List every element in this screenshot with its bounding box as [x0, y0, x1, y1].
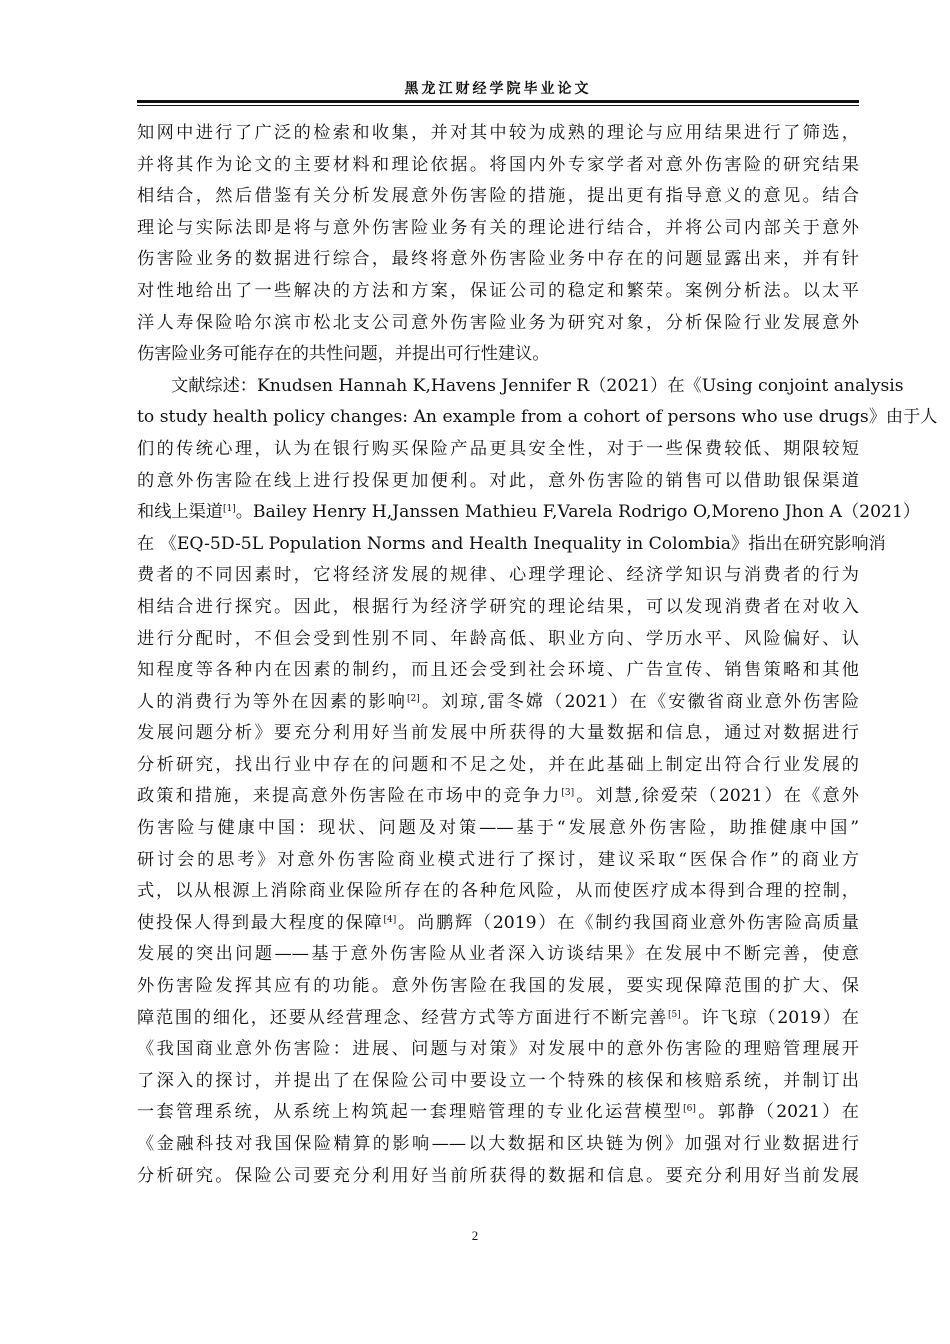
text-line: 人的消费行为等外在因素的影响[2]。刘琼,雷冬嫦（2021）在《安徽省商业意外伤害险	[137, 691, 859, 712]
text-line: 《我国商业意外伤害险：进展、问题与对策》对发展中的意外伤害险的理赔管理展开	[137, 1039, 859, 1060]
text-line: 理论与实际法即是将与意外伤害险业务有关的理论进行结合，并将公司内部关于意外	[137, 217, 859, 238]
citation-ref: [2]	[407, 693, 420, 704]
text-line: 费者的不同因素时，它将经济发展的规律、心理学理论、经济学知识与消费者的行为	[137, 565, 859, 586]
text-line: 的意外伤害险在线上进行投保更加便利。对此，意外伤害险的销售可以借助银保渠道	[137, 470, 859, 491]
text-line: 分析研究，找出行业中存在的问题和不足之处，并在此基础上制定出符合行业发展的	[137, 754, 859, 775]
page-number: 2	[471, 1228, 479, 1243]
text-line: 伤害险业务可能存在的共性问题，并提出可行性建议。	[137, 344, 550, 365]
text-line: 知网中进行了广泛的检索和收集，并对其中较为成熟的理论与应用结果进行了筛选，	[137, 123, 859, 143]
citation-ref: [4]	[383, 914, 397, 925]
text-line: 政策和措施，来提高意外伤害险在市场中的竞争力[3]。刘慧,徐爱荣（2021）在《意外	[137, 786, 859, 807]
citation-ref: [6]	[683, 1104, 696, 1115]
text-line: 发展问题分析》要充分利用好当前发展中所获得的大量数据和信息，通过对数据进行	[137, 723, 859, 744]
header-rule-thin	[137, 105, 859, 106]
citation-ref: [3]	[561, 788, 575, 799]
text-line: 发展的突出问题——基于意外伤害险从业者深入访谈结果》在发展中不断完善，使意	[137, 944, 859, 965]
text-line: 一套管理系统，从系统上构筑起一套理赔管理的专业化运营模型[6]。郭静（2021）在	[137, 1102, 859, 1123]
paragraph-literature-review	[137, 371, 938, 1192]
text-line: 进行分配时，不但会受到性别不同、年龄高低、职业方向、学历水平、风险偏好、认	[137, 628, 859, 649]
text-line: 文献综述：Knudsen Hannah K,Havens Jennifer R（2021）在《Using conjoint analysis	[171, 375, 904, 396]
text-line: 知程度等各种内在因素的制约，而且还会受到社会环境、广告宣传、销售策略和其他	[137, 660, 859, 681]
text-line: 洋人寿保险哈尔滨市松北支公司意外伤害险业务为研究对象，分析保险行业发展意外	[137, 312, 859, 333]
text-line: 使投保人得到最大程度的保障[4]。尚鹏辉（2019）在《制约我国商业意外伤害险高质量	[137, 912, 859, 933]
text-line: 并将其作为论文的主要材料和理论依据。将国内外专家学者对意外伤害险的研究结果	[137, 154, 859, 175]
text-line: 《金融科技对我国保险精算的影响——以大数据和区块链为例》加强对行业数据进行	[137, 1134, 859, 1154]
text-line: 外伤害险发挥其应有的功能。意外伤害险在我国的发展，要实现保障范围的扩大、保	[137, 976, 859, 997]
text-line: 研讨会的思考》对意外伤害险商业模式进行了探讨，建议采取“医保合作”的商业方	[137, 849, 859, 870]
text-line: 在 《EQ-5D-5L Population Norms and Health Inequality in Colombia》指出在研究影响消	[137, 533, 886, 554]
text-line: 分析研究。保险公司要充分利用好当前所获得的数据和信息。要充分利用好当前发展	[137, 1165, 859, 1186]
text-line: 式，以从根源上消除商业保险所存在的各种危风险，从而使医疗成本得到合理的控制，	[137, 881, 859, 902]
citation-ref: [1]	[222, 504, 236, 515]
text-line: 和线上渠道[1]。Bailey Henry H,Janssen Mathieu F,Varela Rodrigo O,Moreno Jhon A（2021）	[137, 502, 921, 523]
text-line: to study health policy changes: An example from a cohort of persons who use drugs》由于人	[137, 407, 938, 428]
text-line: 对性地给出了一些解决的方法和方案，保证公司的稳定和繁荣。案例分析法。以太平	[137, 280, 859, 301]
text-line: 们的传统心理，认为在银行购买保险产品更具安全性，对于一些保费较低、期限较短	[137, 438, 859, 459]
paragraph-methods	[137, 118, 859, 371]
text-line: 伤害险业务的数据进行综合，最终将意外伤害险业务中存在的问题显露出来，并有针	[137, 249, 859, 270]
text-line: 相结合进行探究。因此，根据行为经济学研究的理论结果，可以发现消费者在对收入	[137, 596, 859, 617]
citation-ref: [5]	[667, 1009, 681, 1020]
running-header: 黑龙江财经学院毕业论文	[404, 81, 592, 97]
text-line: 伤害险与健康中国：现状、问题及对策——基于“发展意外伤害险，助推健康中国”	[137, 818, 859, 839]
text-line: 障范围的细化，还要从经营理念、经营方式等方面进行不断完善[5]。许飞琼（2019）在	[137, 1007, 859, 1028]
header-rule-thick	[137, 100, 859, 103]
text-line: 了深入的探讨，并提出了在保险公司中要设立一个特殊的核保和核赔系统，并制订出	[137, 1070, 859, 1091]
body-text	[137, 118, 938, 1192]
text-line: 相结合，然后借鉴有关分析发展意外伤害险的措施，提出更有指导意义的意见。结合	[137, 186, 859, 207]
